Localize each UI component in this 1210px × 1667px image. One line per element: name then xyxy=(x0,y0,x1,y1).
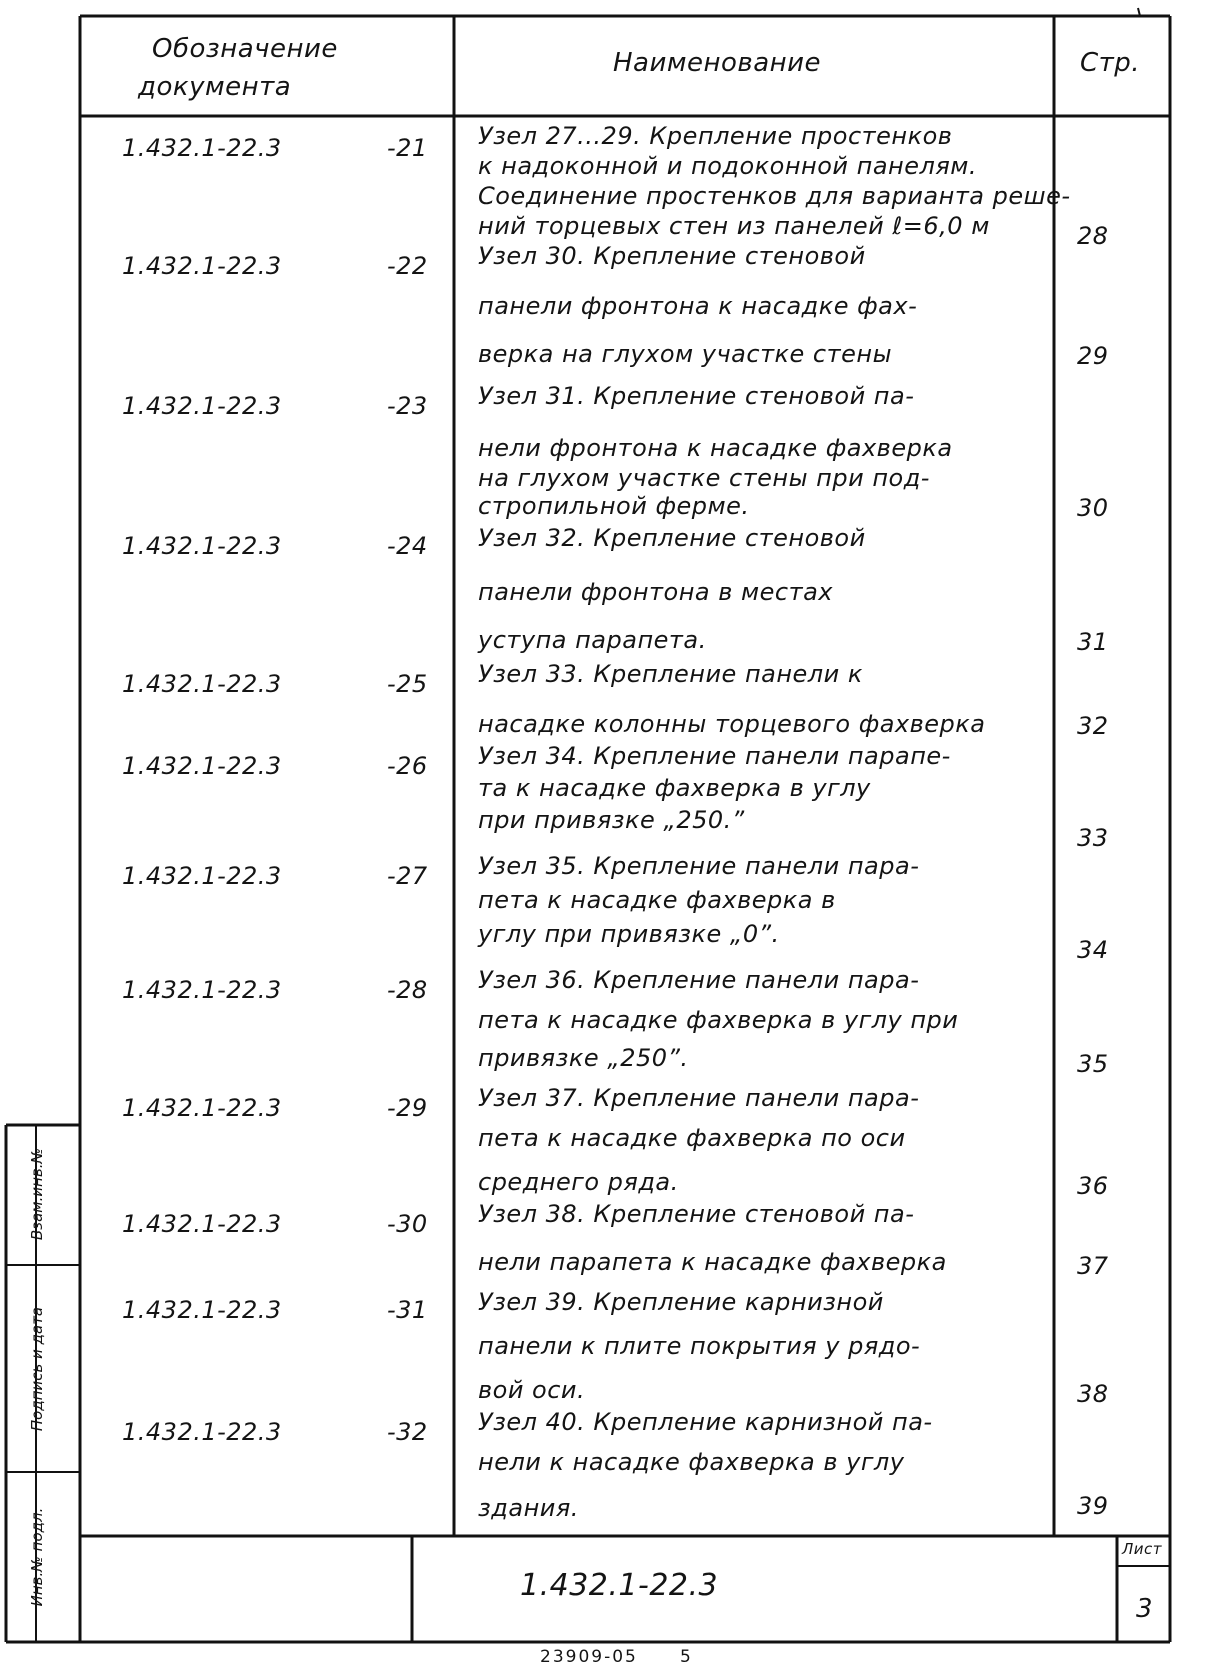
row-name-line: здания. xyxy=(478,1494,579,1522)
row-code: 1.432.1-22.3 -30 xyxy=(122,1210,428,1238)
header-page: Стр. xyxy=(1080,48,1141,78)
row-name-line: Узел 27...29. Крепление простенков xyxy=(478,122,953,150)
row-name-line: Узел 32. Крепление стеновой xyxy=(478,524,866,552)
row-name-line: Узел 40. Крепление карнизной па- xyxy=(478,1408,933,1436)
row-name-line: вой оси. xyxy=(478,1376,586,1404)
row-name-line: Узел 31. Крепление стеновой па- xyxy=(478,382,915,410)
row-code: 1.432.1-22.3 -21 xyxy=(122,134,428,162)
row-name-line: к надоконной и подоконной панелям. xyxy=(478,152,977,180)
row-name-line: пета к насадке фахверка в xyxy=(478,886,836,914)
row-name-line: панели к плите покрытия у рядо- xyxy=(478,1332,921,1360)
row-name-line: ний торцевых стен из панелей ℓ=6,0 м xyxy=(478,212,990,240)
row-name-line: Узел 38. Крепление стеновой па- xyxy=(478,1200,915,1228)
row-code: 1.432.1-22.3 -22 xyxy=(122,252,428,280)
row-code: 1.432.1-22.3 -24 xyxy=(122,532,428,560)
row-code: 1.432.1-22.3 -32 xyxy=(122,1418,428,1446)
row-page: 30 xyxy=(1077,494,1109,522)
footer-archive-page: 5 xyxy=(680,1647,692,1667)
title-doc-code: 1.432.1-22.3 xyxy=(520,1568,719,1603)
row-name-line: панели фронтона в местах xyxy=(478,578,833,606)
stamp-podpis: Подпись и дата xyxy=(28,1306,46,1432)
row-code: 1.432.1-22.3 -29 xyxy=(122,1094,428,1122)
sheet-number: 3 xyxy=(1136,1594,1154,1624)
row-name-line: Узел 35. Крепление панели пара- xyxy=(478,852,920,880)
row-name-line: при привязке „250.” xyxy=(478,806,745,834)
row-name-line: нели парапета к насадке фахверка xyxy=(478,1248,947,1276)
row-page: 29 xyxy=(1077,342,1109,370)
row-page: 33 xyxy=(1077,824,1109,852)
row-name-line: пета к насадке фахверка по оси xyxy=(478,1124,906,1152)
row-code: 1.432.1-22.3 -28 xyxy=(122,976,428,1004)
header-designation-line2: документа xyxy=(138,72,292,102)
row-code: 1.432.1-22.3 -31 xyxy=(122,1296,428,1324)
row-name-line: Узел 37. Крепление панели пара- xyxy=(478,1084,920,1112)
row-name-line: Соединение простенков для варианта реше- xyxy=(478,182,1071,210)
row-page: 32 xyxy=(1077,712,1109,740)
row-name-line: уступа парапета. xyxy=(478,626,707,654)
stamp-vzam: Взам.инв.№ xyxy=(28,1147,46,1241)
header-name: Наименование xyxy=(613,48,822,78)
row-name-line: привязке „250”. xyxy=(478,1044,689,1072)
row-name-line: Узел 30. Крепление стеновой xyxy=(478,242,866,270)
row-name-line: на глухом участке стены при под- xyxy=(478,464,930,492)
row-name-line: Узел 39. Крепление карнизной xyxy=(478,1288,884,1316)
row-name-line: верка на глухом участке стены xyxy=(478,340,893,368)
row-name-line: углу при привязке „0”. xyxy=(478,920,780,948)
row-name-line: Узел 34. Крепление панели парапе- xyxy=(478,742,951,770)
header-designation-line1: Обозначение xyxy=(152,34,338,64)
row-page: 35 xyxy=(1077,1050,1109,1078)
row-name-line: та к насадке фахверка в углу xyxy=(478,774,871,802)
row-code: 1.432.1-22.3 -25 xyxy=(122,670,428,698)
row-name-line: нели к насадке фахверка в углу xyxy=(478,1448,905,1476)
row-code: 1.432.1-22.3 -26 xyxy=(122,752,428,780)
row-name-line: панели фронтона к насадке фах- xyxy=(478,292,918,320)
row-page: 36 xyxy=(1077,1172,1109,1200)
row-name-line: стропильной ферме. xyxy=(478,492,750,520)
sheet-label: Лист xyxy=(1122,1540,1163,1558)
row-name-line: нели фронтона к насадке фахверка xyxy=(478,434,953,462)
row-name-line: среднего ряда. xyxy=(478,1168,679,1196)
row-page: 34 xyxy=(1077,936,1109,964)
row-code: 1.432.1-22.3 -23 xyxy=(122,392,428,420)
row-code: 1.432.1-22.3 -27 xyxy=(122,862,428,890)
row-name-line: Узел 36. Крепление панели пара- xyxy=(478,966,920,994)
row-name-line: Узел 33. Крепление панели к xyxy=(478,660,863,688)
row-name-line: пета к насадке фахверка в углу при xyxy=(478,1006,959,1034)
footer-archive-number: 23909-05 xyxy=(540,1647,638,1667)
row-page: 28 xyxy=(1077,222,1109,250)
row-page: 31 xyxy=(1077,628,1109,656)
row-page: 38 xyxy=(1077,1380,1109,1408)
row-page: 37 xyxy=(1077,1252,1109,1280)
row-page: 39 xyxy=(1077,1492,1109,1520)
row-name-line: насадке колонны торцевого фахверка xyxy=(478,710,986,738)
stamp-inv-podl: Инв.№ подл. xyxy=(28,1507,46,1607)
